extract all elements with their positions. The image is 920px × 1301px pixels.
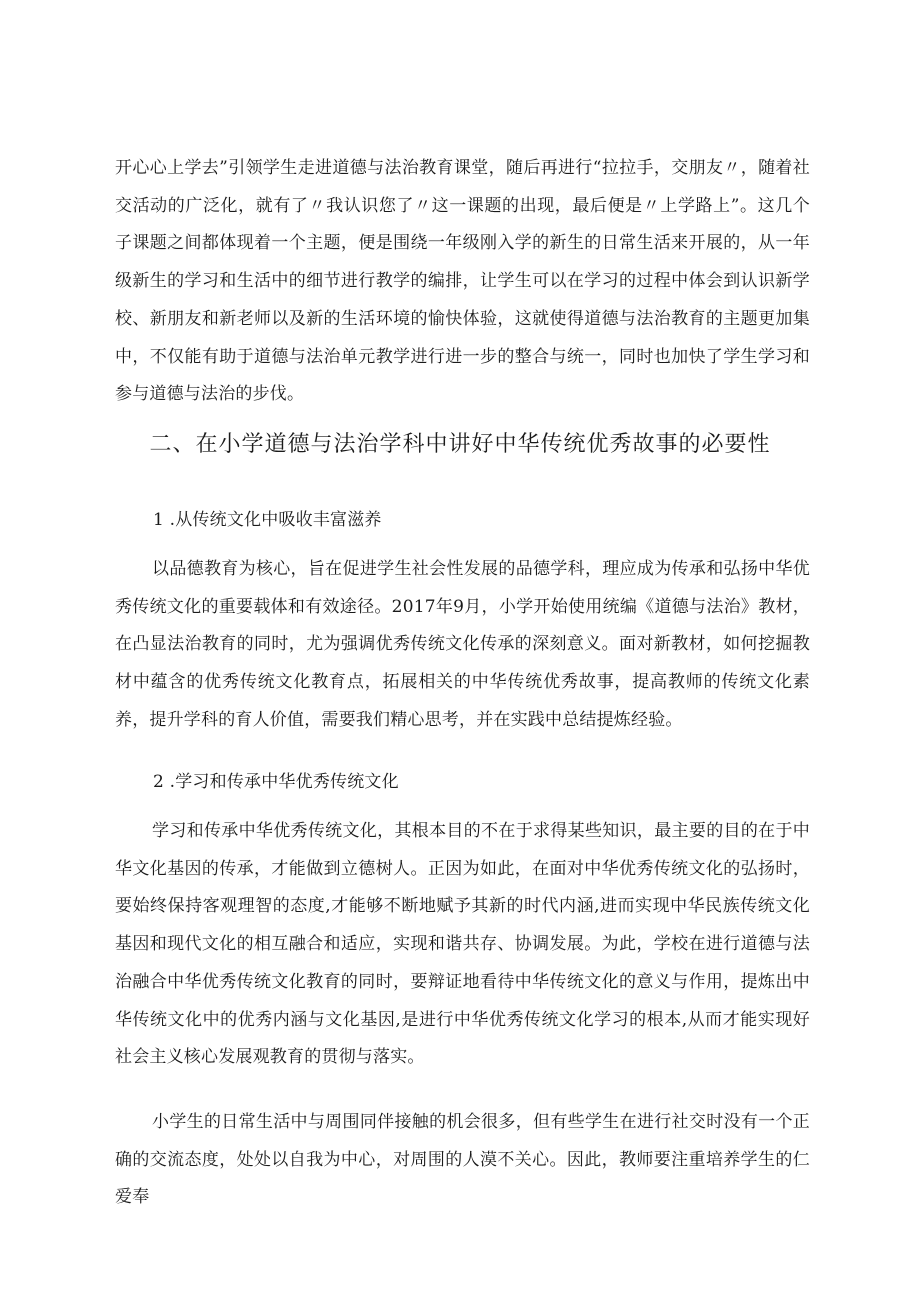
- subsection-heading-1: 1 .从传统文化中吸收丰富滋养: [153, 510, 382, 530]
- paragraph-continued: 开心心上学去”引领学生走进道德与法治教育课堂，随后再进行“拉拉手，交朋友〃，随着社交活动的广泛化，就有了〃我认识您了〃这一课题的出现，最后便是〃上学路上”。这几个子课题之间都体现着一个主题，便是围绕一年级刚入学的新生的日常生活来开展的，从一年级新生的学习和生活中的细节进行教学的编排，让学生可以在学习的过程中体会到认识新学校、新朋友和新老师以及新的生活环境的愉快体验，这就使得道德与法治教育的主题更加集中，不仅能有助于道德与法治单元教学进行进一步的整合与统一，同时也加快了学生学习和参与道德与法治的步伐。: [115, 158, 810, 405]
- paragraph-traditional-culture: 以品德教育为核心，旨在促进学生社会性发展的品德学科，理应成为传承和弘扬中华优秀传统文化的重要载体和有效途径。2017年9月，小学开始使用统编《道德与法治》教材，在凸显法治教育的同时，尤为强调优秀传统文化传承的深刻意义。面对新教材，如何挖掘教材中蕴含的优秀传统文化教育点，拓展相关的中华传统优秀故事，提高教师的传统文化素养，提升学科的育人价值，需要我们精心思考，并在实践中总结提炼经验。: [115, 559, 810, 730]
- paragraph-social-behavior: 小学生的日常生活中与周围同伴接触的机会很多，但有些学生在进行社交时没有一个正确的交流态度，处处以自我为中心，对周围的人漠不关心。因此，教师要注重培养学生的仁爱奉: [115, 1112, 810, 1208]
- paragraph-inherit-culture: 学习和传承中华优秀传统文化，其根本目的不在于求得某些知识，最主要的目的在于中华文化基因的传承，才能做到立德树人。正因为如此，在面对中华优秀传统文化的弘扬时，要始终保持客观理智的态度,才能够不断地赋予其新的时代内涵,进而实现中华民族传统文化基因和现代文化的相互融合和适应，实现和谐共存、协调发展。为此，学校在进行道德与法治融合中华优秀传统文化教育的同时，要辩证地看待中华传统文化的意义与作用，提炼出中华传统文化中的优秀内涵与文化基因,是进行中华优秀传统文化学习的根本,从而才能实现好社会主义核心发展观教育的贯彻与落实。: [115, 821, 810, 1068]
- subsection-heading-2: 2 .学习和传承中华优秀传统文化: [153, 772, 399, 792]
- section-heading: 二、在小学道德与法治学科中讲好中华传统优秀故事的必要性: [149, 432, 771, 457]
